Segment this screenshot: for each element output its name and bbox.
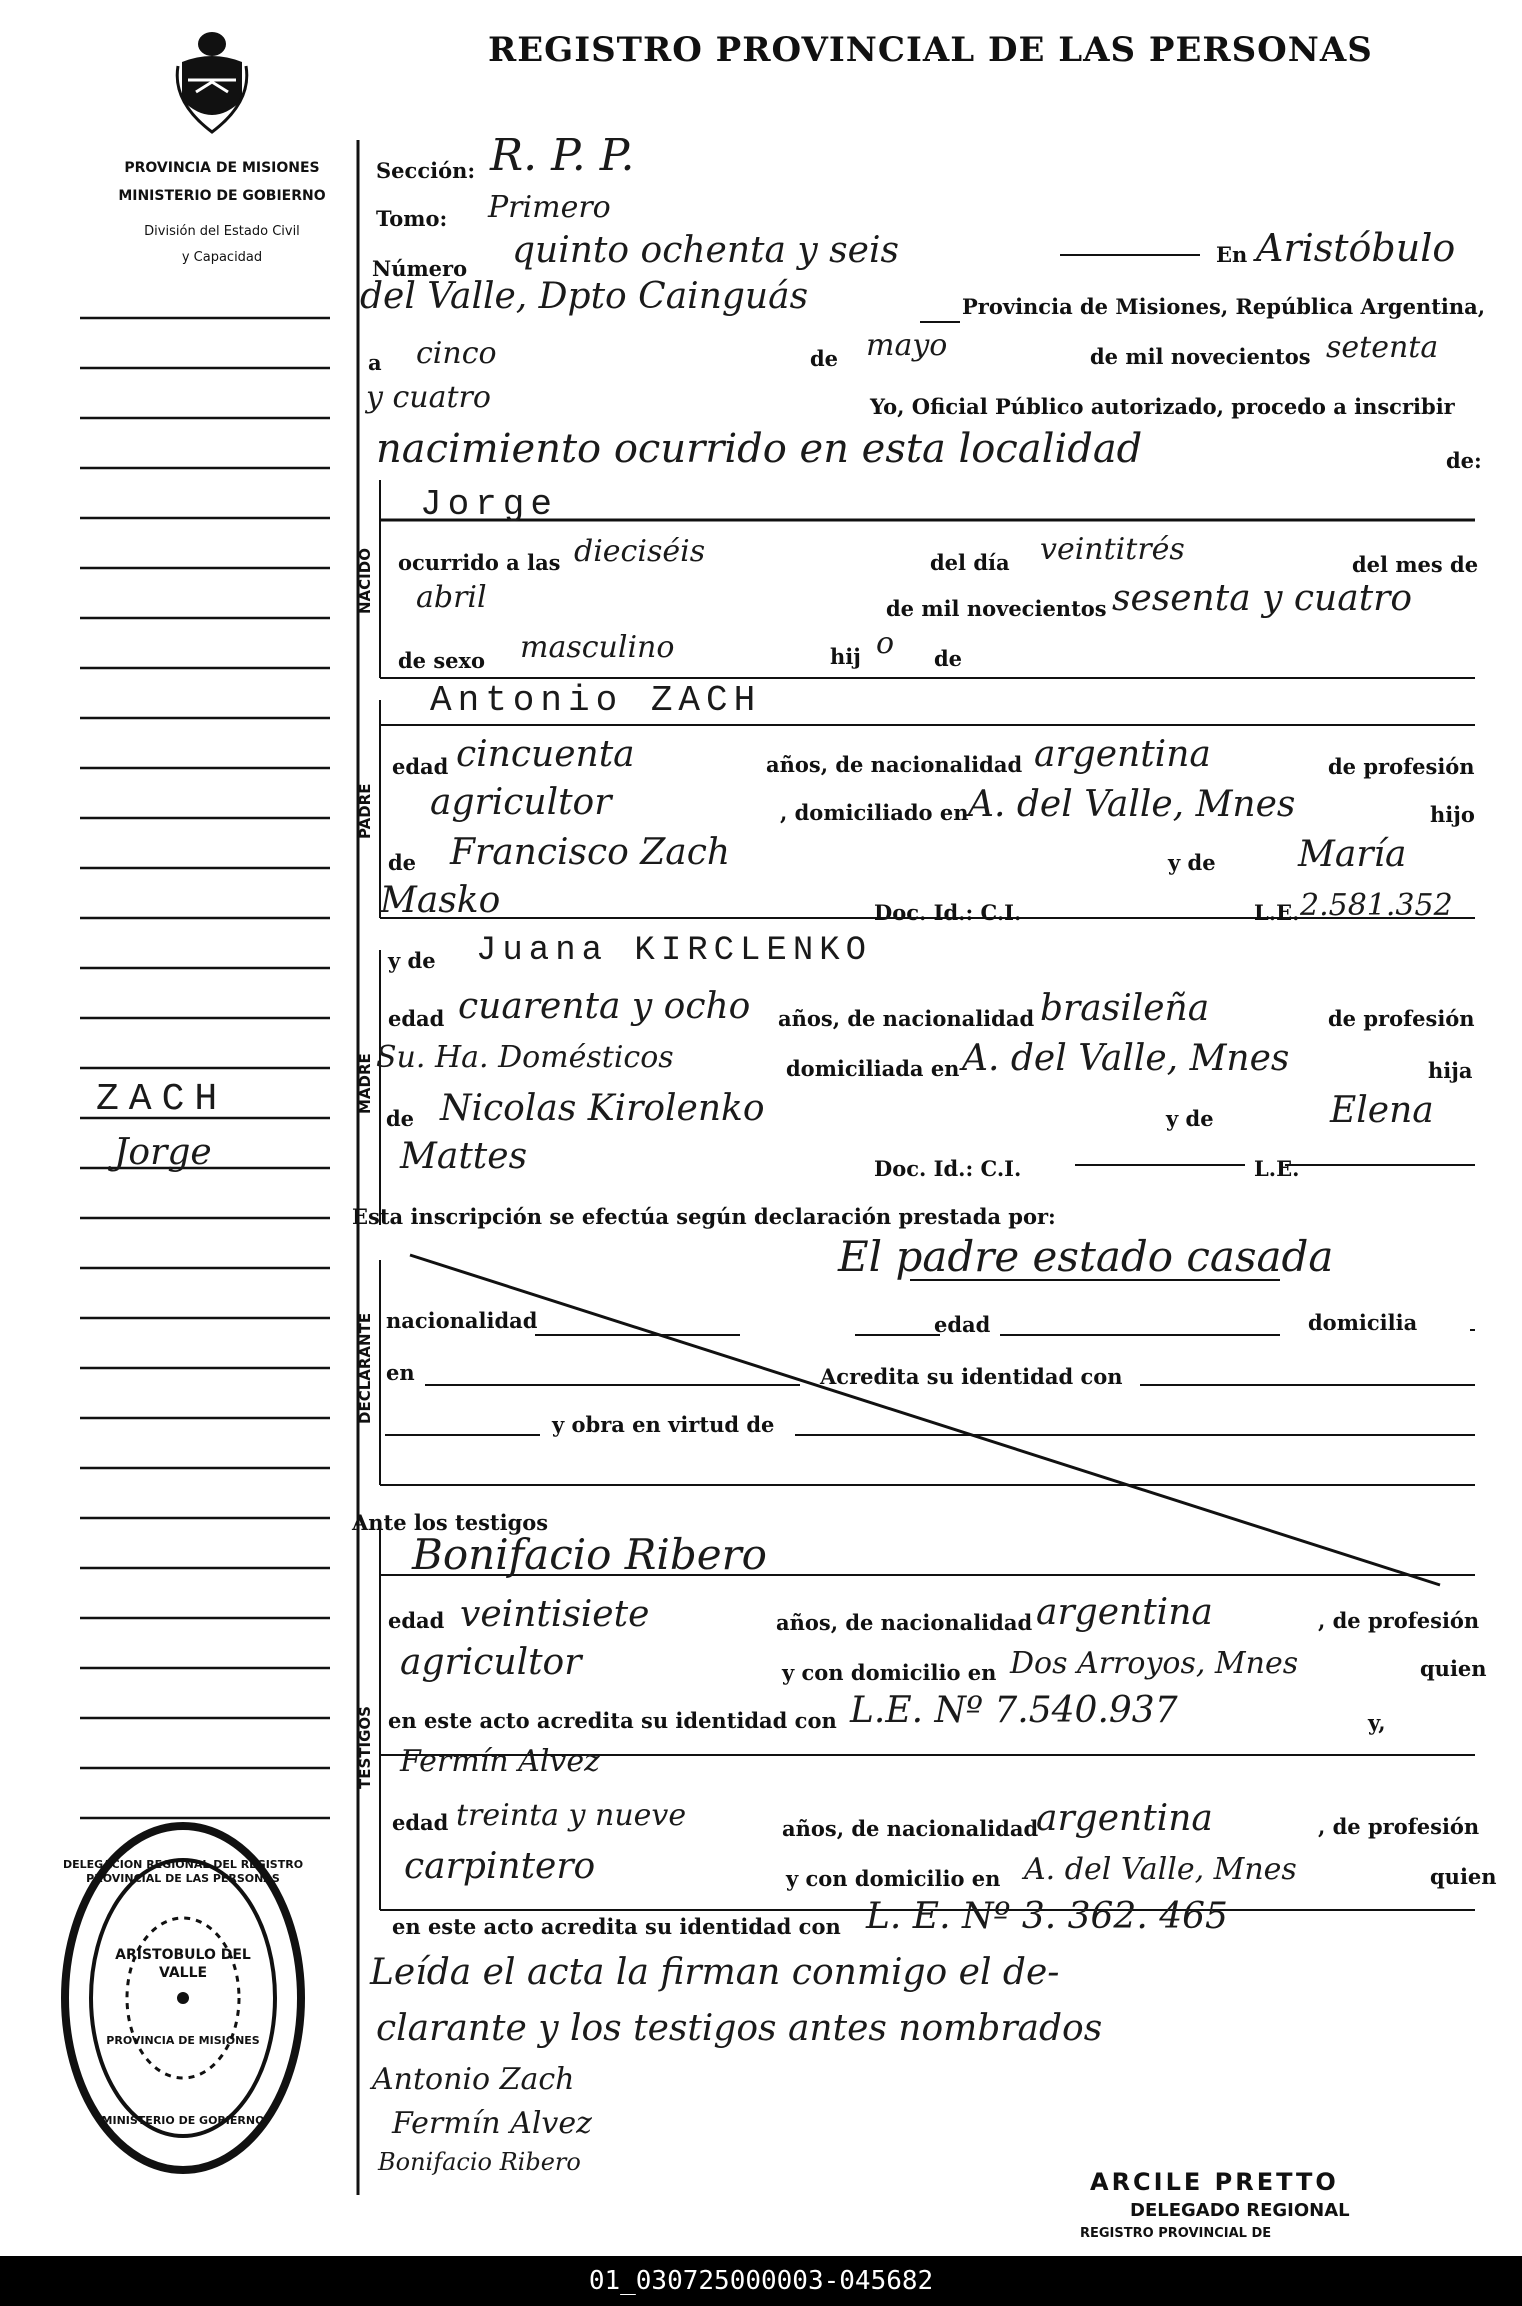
entry-testigo1-nombre: Bonifacio Ribero: [412, 1530, 767, 1579]
entry-madre-edad: cuarenta y ocho: [458, 986, 751, 1027]
entry-testigo2-nac: argentina: [1036, 1798, 1213, 1839]
label-hij: hij: [830, 644, 861, 669]
label-yo-oficial: Yo, Oficial Público autorizado, procedo a inscribir: [870, 394, 1455, 419]
stamp-outer-text: DELEGACION REGIONAL DEL REGISTRO PROVINCIAL DE LAS PERSONAS: [62, 1858, 304, 1885]
margin-rules: [80, 318, 330, 1818]
entry-anio-1: setenta: [1326, 330, 1439, 365]
label-le: L.E.: [1254, 900, 1300, 925]
entry-padre-edad: cincuenta: [456, 734, 635, 775]
entry-dia: cinco: [416, 336, 497, 371]
label-madre-dom: domiciliada en: [786, 1056, 960, 1081]
label-padre-prof: de profesión: [1328, 754, 1475, 779]
section-label-padre: PADRE: [356, 783, 374, 839]
label-t1-nac: años, de nacionalidad: [776, 1610, 1033, 1635]
division-line-1: División del Estado Civil: [144, 224, 300, 239]
entry-padre-nombre: Antonio ZACH: [430, 680, 762, 721]
label-le-2: L.E.: [1254, 1156, 1300, 1181]
entry-hecho: nacimiento ocurrido en esta localidad: [376, 426, 1143, 472]
entry-cierre-2: clarante y los testigos antes nombrados: [376, 2008, 1103, 2049]
entry-testigo1-nac: argentina: [1036, 1592, 1213, 1633]
entry-testigo2-dom: A. del Valle, Mnes: [1024, 1852, 1297, 1887]
label-madre-prof: de profesión: [1328, 1006, 1475, 1031]
signature-block-role: DELEGADO REGIONAL: [1130, 2200, 1350, 2221]
label-t2-acredita: en este acto acredita su identidad con: [392, 1914, 841, 1939]
label-y-obra: y obra en virtud de: [552, 1412, 775, 1437]
label-doc-id: Doc. Id.: C.I.: [874, 900, 1022, 925]
label-hija: hija: [1428, 1058, 1473, 1083]
entry-dia-nac: veintitrés: [1040, 532, 1185, 567]
label-numero: Número: [372, 256, 468, 281]
document-id-footer: 01_030725000003-045682: [0, 2256, 1522, 2306]
entry-madre-prof: Su. Ha. Domésticos: [376, 1040, 674, 1075]
label-madre-edad: edad: [388, 1006, 445, 1031]
official-stamp: [58, 1818, 308, 2178]
label-t2-quien: quien: [1430, 1864, 1497, 1889]
label-de-mil-novecientos-2: de mil novecientos: [886, 596, 1107, 621]
label-madre-nac: años, de nacionalidad: [778, 1006, 1035, 1031]
entry-madre-madre-1: Elena: [1330, 1090, 1434, 1131]
label-y-de-madre: y de: [388, 948, 436, 973]
label-seccion: Sección:: [376, 158, 476, 183]
signature-3: Bonifacio Ribero: [378, 2148, 581, 2176]
entry-en: Aristóbulo: [1256, 226, 1456, 270]
entry-localidad: del Valle, Dpto Cainguás: [360, 276, 809, 317]
entry-seccion: R. P. P.: [490, 130, 635, 181]
entry-anio-2: y cuatro: [366, 380, 491, 415]
entry-cierre-1: Leída el acta la firman conmigo el de-: [370, 1952, 1060, 1993]
stamp-bottom-text: MINISTERIO DE GOBIERNO: [101, 2114, 265, 2127]
document-title: REGISTRO PROVINCIAL DE LAS PERSONAS: [488, 30, 1373, 70]
entry-sexo: masculino: [520, 630, 675, 665]
entry-testigo1-dom: Dos Arroyos, Mnes: [1010, 1646, 1299, 1681]
entry-testigo2-doc: L. E. Nº 3. 362. 465: [866, 1896, 1228, 1937]
signature-block-org: REGISTRO PROVINCIAL DE: [1080, 2226, 1272, 2241]
entry-testigo2-prof: carpintero: [404, 1846, 596, 1887]
label-t1-dom: y con domicilio en: [782, 1660, 997, 1685]
label-doc-id-2: Doc. Id.: C.I.: [874, 1156, 1022, 1181]
label-en-2: en: [386, 1360, 415, 1385]
label-de-mil-novecientos: de mil novecientos: [1090, 344, 1311, 369]
label-de-3: de: [388, 850, 417, 875]
label-y-de: y de: [1168, 850, 1216, 875]
entry-declarante: El padre estado casada: [838, 1232, 1334, 1281]
label-y-de-3: y de: [1166, 1106, 1214, 1131]
entry-mes: mayo: [866, 328, 948, 363]
label-de-colon: de:: [1446, 448, 1482, 473]
entry-testigo1-doc: L.E. Nº 7.540.937: [850, 1690, 1178, 1731]
signature-2: Fermín Alvez: [392, 2106, 592, 2141]
label-padre-nac: años, de nacionalidad: [766, 752, 1023, 777]
label-hijo: hijo: [1430, 802, 1475, 827]
division-line-2: y Capacidad: [181, 250, 263, 265]
entry-madre-madre-2: Mattes: [400, 1136, 528, 1177]
label-del-dia: del día: [930, 550, 1010, 575]
entry-anio-nac: sesenta y cuatro: [1112, 578, 1413, 619]
label-ante-testigos: Ante los testigos: [352, 1510, 549, 1535]
entry-testigo2-edad: treinta y nueve: [456, 1798, 687, 1833]
label-tomo: Tomo:: [376, 206, 448, 231]
label-t1-quien: quien: [1420, 1656, 1487, 1681]
label-padre-dom: , domiciliado en: [780, 800, 969, 825]
label-edad-3: edad: [934, 1312, 991, 1337]
entry-padre-le: 2.581.352: [1300, 888, 1453, 923]
entry-tomo: Primero: [488, 190, 611, 225]
margin-apellido: ZACH: [96, 1078, 228, 1121]
section-label-madre: MADRE: [356, 1053, 374, 1114]
stamp-sub-text: PROVINCIA DE MISIONES: [106, 2034, 260, 2047]
label-provincia: Provincia de Misiones, República Argentina,: [962, 294, 1486, 319]
entry-padre-madre-2: Masko: [380, 880, 501, 921]
entry-madre-dom: A. del Valle, Mnes: [962, 1038, 1290, 1079]
label-nacionalidad: nacionalidad: [386, 1308, 538, 1333]
entry-padre-prof: agricultor: [430, 782, 612, 823]
ministry-name: MINISTERIO DE GOBIERNO: [118, 188, 326, 204]
label-t2-nac: años, de nacionalidad: [782, 1816, 1039, 1841]
signature-block-name: ARCILE PRETTO: [1090, 2168, 1339, 2196]
entry-padre-padre: Francisco Zach: [450, 832, 731, 873]
entry-mes-nac: abril: [416, 580, 487, 615]
entry-hora: dieciséis: [574, 534, 706, 569]
label-t2-dom: y con domicilio en: [786, 1866, 1001, 1891]
entry-madre-nac: brasileña: [1040, 988, 1210, 1029]
label-t1-prof: , de profesión: [1318, 1608, 1480, 1633]
entry-testigo1-edad: veintisiete: [460, 1594, 650, 1635]
label-del-mes: del mes de: [1352, 552, 1479, 577]
entry-nombre: Jorge: [420, 484, 559, 525]
label-de-4: de: [386, 1106, 415, 1131]
label-ocurrido: ocurrido a las: [398, 550, 561, 575]
entry-hij-o: o: [876, 626, 895, 661]
stamp-inner-text: ARISTOBULO DEL VALLE: [115, 1947, 251, 1981]
signature-1: Antonio Zach: [372, 2062, 575, 2097]
label-acredita: Acredita su identidad con: [820, 1364, 1123, 1389]
entry-madre-padre: Nicolas Kirolenko: [440, 1088, 765, 1129]
section-label-testigos: TESTIGOS: [356, 1706, 374, 1789]
province-name: PROVINCIA DE MISIONES: [124, 160, 320, 176]
entry-testigo2-nombre: Fermín Alvez: [400, 1744, 600, 1779]
entry-padre-dom: A. del Valle, Mnes: [968, 784, 1296, 825]
label-padre-edad: edad: [392, 754, 449, 779]
label-en: En: [1216, 242, 1248, 267]
entry-madre-nombre: Juana KIRCLENKO: [476, 932, 873, 970]
label-t2-edad: edad: [392, 1810, 449, 1835]
label-t1-acredita: en este acto acredita su identidad con: [388, 1708, 837, 1733]
margin-nombre: Jorge: [114, 1132, 212, 1173]
label-t1-edad: edad: [388, 1608, 445, 1633]
entry-testigo1-prof: agricultor: [400, 1642, 582, 1683]
label-a: a: [368, 350, 382, 375]
entry-padre-madre-1: María: [1298, 834, 1407, 875]
label-de-2: de: [934, 646, 963, 671]
entry-numero: quinto ochenta y seis: [512, 230, 899, 271]
label-domicilia: domicilia: [1308, 1310, 1418, 1335]
coat-of-arms-icon: [172, 22, 252, 142]
label-sexo: de sexo: [398, 648, 486, 673]
section-label-declarante: DECLARANTE: [356, 1312, 374, 1424]
entry-padre-nac: argentina: [1034, 734, 1211, 775]
label-t1-y: y,: [1368, 1710, 1386, 1735]
label-de: de: [810, 346, 839, 371]
section-label-nacido: NACIDO: [356, 548, 374, 614]
label-declaracion: Esta inscripción se efectúa según declaración prestada por:: [352, 1204, 1056, 1229]
label-t2-prof: , de profesión: [1318, 1814, 1480, 1839]
